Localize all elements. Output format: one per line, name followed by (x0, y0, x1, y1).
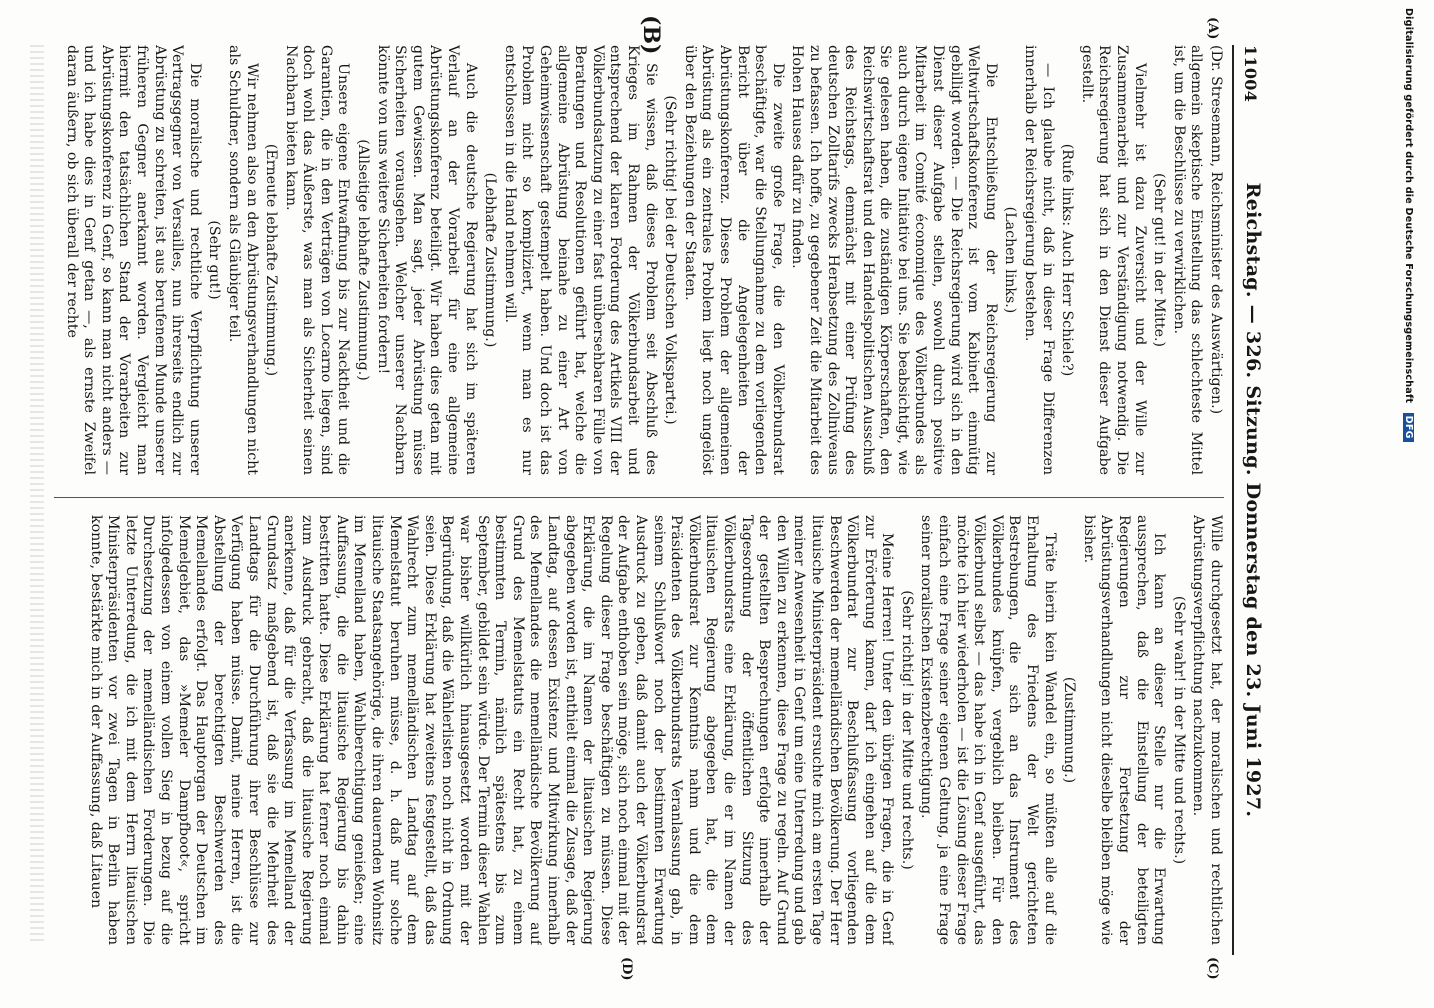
margin-marker-c: (C) (1205, 957, 1220, 980)
page-title: Reichstag. — 326. Sitzung. Donnerstag den 23. Juni 1927. (1242, 182, 1264, 818)
interjection: (Lachen links.) (1002, 206, 1019, 314)
interjection: (Rufe links: Auch Herr Schiele?) (1059, 143, 1076, 377)
right-column (54, 515, 1224, 945)
interjection: (Sehr gut! in der Mitte.) (1151, 172, 1168, 348)
dfg-logo: DFG (1403, 413, 1414, 442)
paragraph: — Ich glaube nicht, daß in dieser Frage Differenzen innerhalb der Reichsregierung bestehen. (1022, 45, 1056, 475)
header-rule (1232, 45, 1234, 955)
interjection: (Allseitige lebhafte Zustimmung.) (355, 139, 372, 381)
paragraph: Meine Herren! Unter den übrigen Fragen, die in Genf zur Erörterung kamen, darf ich eingehen auf die dem Völkerbundrat zur Beschlußfassung vorliegenden Beschwerden der memelländischen Bevölkerung. Der Herr litauische Ministerpräsident ersuchte mich am ersten Tage meiner Anwesenheit in Genf um eine Unterredung und gab den Willen zu erkennen, diese Frage zu regeln. Auf Grund der gestellten Besprechungen erfolgte innerhalb der Tagesordnung der öffentlichen Sitzung des Völkerbundsrats eine Erklärung, die er im Namen der litauischen Regierung abgegeben hat, die dem Völkerbundsrat zur Kenntnis nahm und die dem Präsidenten des Völkerbundsrats Veranlassung gab, in seinem Schlußwort noch der bestimmten Erwartung Ausdruck zu geben, daß damit auch der Völkerbundsrat der Aufgabe enthoben sein möge, sich noch einmal mit der Regelung dieser Frage beschäftigen zu müssen. Diese Erklärung, die im Namen der litauischen Regierung abgegeben worden ist, enthielt einmal die Zusage, daß der Landtag, auf dessen Existenz und Mitwirkung innerhalb des Memellandes die memelländische Bevölkerung auf Grund des Memelstatuts ein Recht hat, zu einem bestimmten Termin, nämlich spätestens bis zum September, gebildet sein würde. Der Termin dieser Wahlen war bisher willkürlich hinausgesetzt worden mit der Begründung, daß die Wählerlisten noch nicht in Ordnung seien. Diese Erklärung hat zweitens festgestellt, daß das Wahlrecht zum memelländischen Landtag auf dem Memelstatut beruhen müsse, d. h. daß nur solche litauische Staatsangehörige, die ihren dauernden Wohnsitz im Memelland haben, Wahlberechtigung genießen; eine Auffassung, die die litauische Regierung bis dahin bestritten hatte. Diese Erklärung hat ferner noch einmal zum Ausdruck gebracht, daß die litauische Regierung anerkenne, daß für die Verfassung im Memelland der Grundsatz maßgebend ist, daß sie die Mehrheit des Landtags für die Durchführung ihrer Beschlüsse zur Verfügung haben müsse. Damit, meine Herren, ist die Abstellung der berechtigten Beschwerden des Memellandes erfolgt. Das Hauptorgan der Deutschen im Memelgebiet, das »Memeler Dampfboot«, spricht infolgedessen von einem vollen Sieg in bezug auf die Durchsetzung der memelländischen Forderungen. Die letzte Unterredung, die ich mit dem Herrn litauischen Ministerpräsidenten vor zwei Tagen in Berlin haben konnte, bestärkte mich in der Auffassung, daß Litauen (87, 515, 896, 945)
speaker-line: (Dr. Stresemann, Reichsminister des Auswärtigen.) (1208, 45, 1224, 415)
left-column (54, 45, 1224, 475)
paragraph: allgemein skeptische Einstellung das schlechteste Mittel ist, um die Beschlüsse zu verwirklichen. (1170, 45, 1205, 475)
column-divider (54, 497, 1224, 498)
margin-marker-b: (B) (638, 15, 664, 55)
paragraph: Wille durchgesetzt hat, der moralischen und rechtlichen Abrüstungsverpflichtung nachzukommen. (1190, 515, 1224, 945)
interjection: (Sehr richtig! in der Mitte und rechts.) (898, 590, 915, 870)
margin-marker-a: (A) (1205, 17, 1220, 40)
digitization-credit (1396, 8, 1414, 1008)
paragraph: Wir nehmen also an den Abrüstungsverhandlungen nicht als Schuldner, sondern als Gläubiger teil. (225, 45, 260, 475)
rotated-page (50, 15, 1270, 981)
page-number: 11004 (1241, 45, 1260, 103)
interjection: (Erneute lebhafte Zustimmung.) (263, 143, 280, 377)
interjection: (Zustimmung.) (1061, 676, 1078, 784)
interjection: (Sehr gut!) (206, 220, 223, 300)
page-header (1234, 45, 1270, 955)
scan-noise-strip (30, 45, 44, 945)
interjection: (Sehr richtig! bei der Deutschen Volkspartei.) (662, 95, 679, 425)
paragraph: Die zweite große Frage, die den Völkerbundsrat beschäftigte, war die Stellungnahme zu dem vorliegenden Bericht über die Angelegenheiten der Abrüstungskonferenz. Dieses Problem der allgemeinen Abrüstung als ein zentrales Problem liegt noch ungelöst über den Beziehungen der Staaten. (681, 45, 786, 475)
paragraph: Unsere eigene Entwaffnung bis zur Nacktheit und die Garantien, die in den Verträgen von Locarno liegen, sind doch wohl das Äußerste, was man als Sicherheit seinen Nachbarn bieten kann. (282, 45, 352, 475)
text-columns (54, 15, 1224, 981)
paragraph: Die moralische und rechtliche Verpflichtung unserer Vertragsgegner von Versailles, nun ihrerseits endlich zur Abrüstung zu schreiten, ist aus berufenem Munde unserer früheren Gegner anerkannt worden. Vergleicht man hiermit den tatsächlichen Stand der Vorarbeiten zur Abrüstungskonferenz in Genf, so kann man nicht anders — und ich habe dies in Genf getan —, als ernste Zweifel daran äußern, ob sich überall der rechte (63, 45, 203, 475)
paragraph: Sie wissen, daß dieses Problem seit Abschluß des Krieges im Rahmen der Völkerbundsarbeit und entsprechend der klaren Forderung des Artikels VIII der Völkerbundsatzung zu einer fast unübersehbaren Fülle von Beratungen und Resolutionen geführt hat, welche die allgemeine Abrüstung beinahe zu einer Art von Geheimwissenschaft gestempelt haben. Und doch ist das Problem nicht so kompliziert, wenn man es nur entschlossen in die Hand nehmen will. (501, 45, 659, 475)
paragraph: Träte hierin kein Wandel ein, so müßten alle auf die Erhaltung des Friedens der Welt gerichteten Bestrebungen, die sich an das Instrument des Völkerbundes knüpfen, vergeblich bleiben. Für den Völkerbund selbst — das habe ich in Genf ausgeführt, das möchte ich hier wiederholen — ist die Lösung dieser Frage einfach eine Frage seiner eigenen Geltung, ja eine Frage seiner moralischen Existenzberechtigung. (918, 515, 1058, 945)
interjection: (Lebhafte Zustimmung.) (482, 172, 499, 348)
paragraph: Vielmehr ist dazu Zuversicht und der Wille zur Zusammenarbeit und zur Verständigung notwendig. Die Reichsregierung hat sich in den Dienst dieser Aufgabe gestellt. (1078, 45, 1148, 475)
paragraph: Ich kann an dieser Stelle nur die Erwartung aussprechen, daß die Einstellung der beteiligten Regierungen zur Fortsetzung der Abrüstungsverhandlungen nicht dieselbe bleiben möge wie bisher. (1080, 515, 1168, 945)
paragraph: Die Entschließung der Reichsregierung zur Weltwirtschaftskonferenz ist vom Kabinett einmütig gebilligt worden. — Die Reichsregierung wird sich in den Dienst dieser Aufgabe stellen, sowohl durch positive Mitarbeit im Comité économique des Völkerbundes als auch durch eigene Initiative bei uns. Sie beabsichtigt, wie Sie gelesen haben, die zuständigen Körperschaften, den Reichswirtschaftsrat und den Handelspolitischen Ausschuß des Reichstags, demnächst mit einer Prüfung des deutschen Zolltarifs zwecks Herabsetzung des Zollniveaus zu befassen. Ich hoffe, zu gegebener Zeit die Mitarbeit des Hohen Hauses dafür zu finden. (789, 45, 999, 475)
credit-text: Digitalisierung gefördert durch die Deutsche Forschungsgemeinschaft (1403, 8, 1414, 404)
margin-marker-d: (D) (619, 957, 634, 981)
paragraph: Auch die deutsche Regierung hat sich im späteren Verlauf an der Vorarbeit für eine allgemeine Abrüstungskonferenz beteiligt. Wir haben dies getan mit gutem Gewissen. Man sagt, jeder Abrüstung müsse Sicherheiten vorausgehen. Welcher unserer Nachbarn könnte von uns weitere Sicherheiten fordern! (374, 45, 479, 475)
interjection: (Sehr wahr! in der Mitte und rechts.) (1170, 595, 1187, 865)
